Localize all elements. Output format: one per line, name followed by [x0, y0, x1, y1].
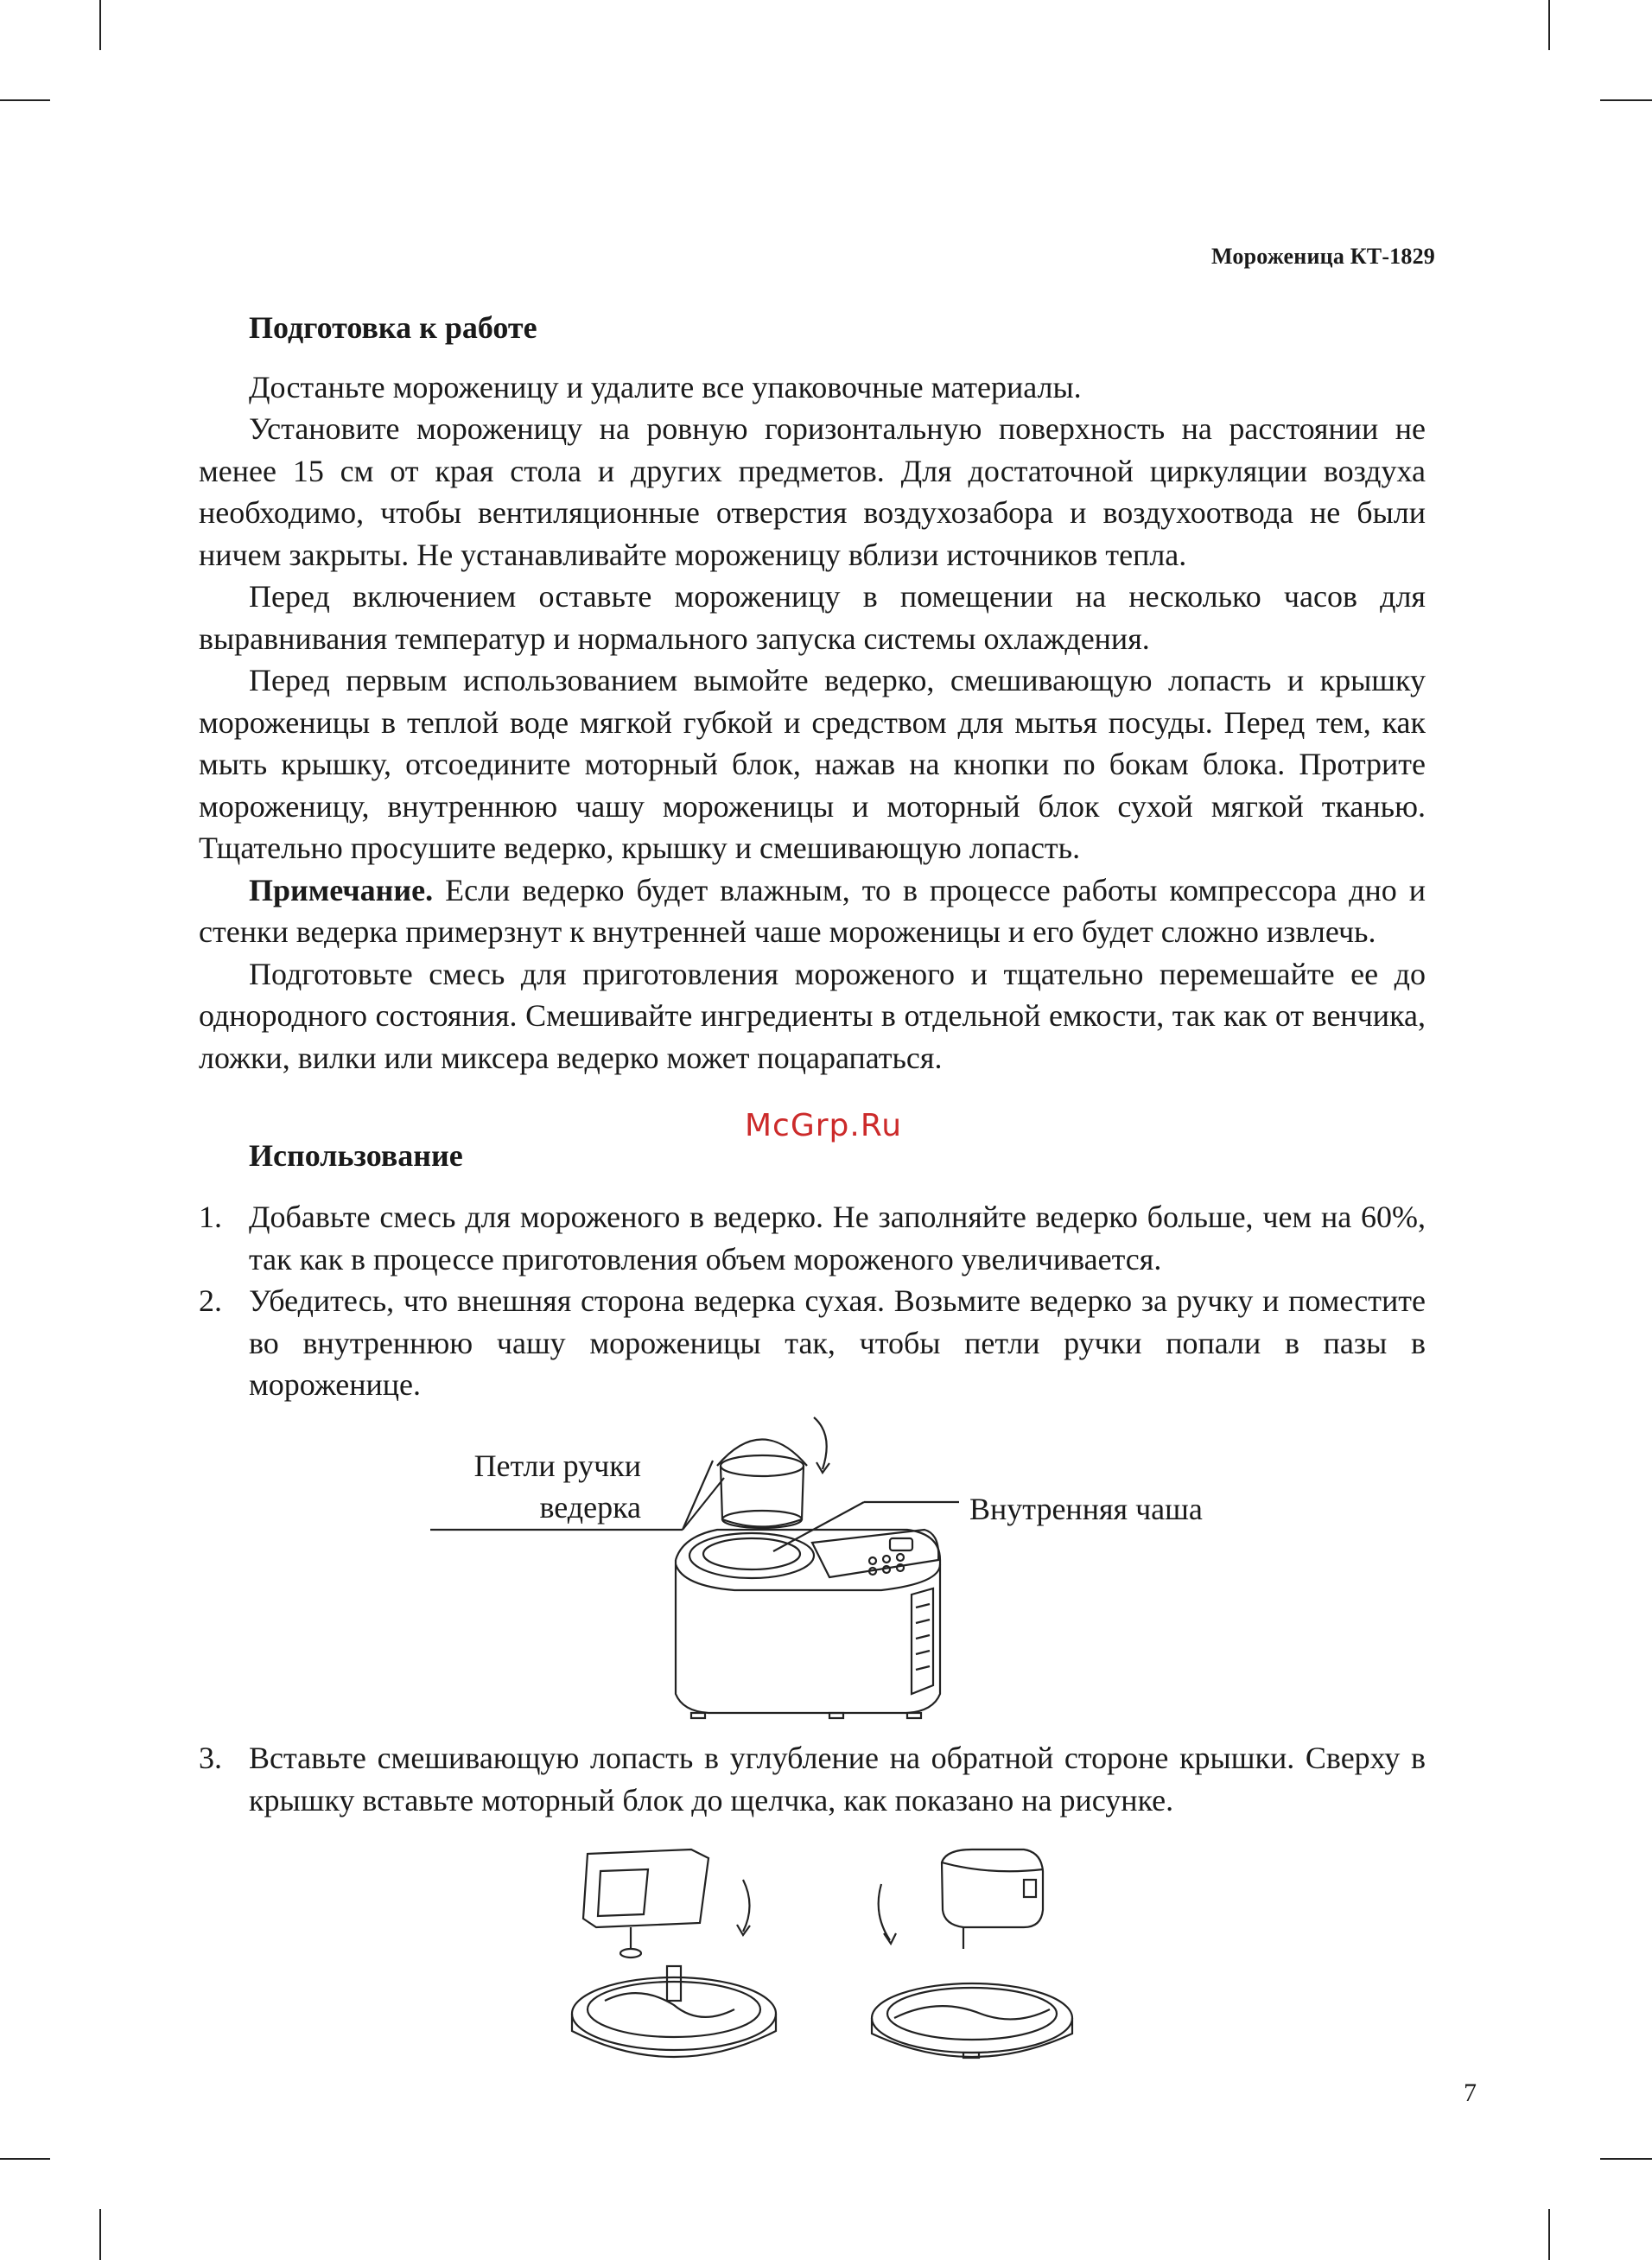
step-text: Добавьте смесь для мороженого в ведерко. Не заполняйте ведерко больше, чем на 60%, так как в процессе приготовления объем мороженого увеличивается.	[249, 1200, 1426, 1276]
page-number: 7	[1464, 2079, 1477, 2107]
paragraph: Установите мороженицу на ровную горизонтальную поверхность на расстоянии не менее 15 см от края стола и других предметов. Для достаточной циркуляции воздуха необходимо, чтобы вентиляционные отверстия воздухозабора и воздухоотвода не были ничем закрыты. Не устанавливайте мороженицу вблизи источников тепла.	[199, 411, 1426, 572]
list-item	[199, 1280, 1426, 1406]
usage-steps-1-2	[199, 1196, 1426, 1406]
note-label: Примечание.	[249, 872, 434, 907]
list-item	[199, 1196, 1426, 1280]
paragraph: Перед первым использованием вымойте ведерко, смешивающую лопасть и крышку мороженицы в теплой воде мягкой губкой и средством для мытья посуды. Перед тем, как мыть крышку, отсоедините моторный блок, нажав на кнопки по бокам блока. Протрите мороженицу, внутреннюю чашу мороженицы и моторный блок сухой мягкой тканью. Тщательно просушите ведерко, крышку и смешивающую лопасть.	[199, 663, 1426, 865]
step-number: 1.	[199, 1200, 222, 1234]
crop-mark	[99, 0, 101, 50]
usage-step-3	[199, 1737, 1426, 1821]
list-item	[199, 1737, 1426, 1821]
crop-mark	[99, 2209, 101, 2260]
watermark: McGrp.Ru	[745, 1108, 903, 1143]
label-handle-line2: ведерка	[539, 1490, 641, 1525]
running-header: Мороженица КТ-1829	[1211, 244, 1435, 269]
paddle-insertion-illustration	[570, 1845, 778, 2070]
paragraph: Перед включением оставьте мороженицу в помещении на несколько часов для выравнивания температур и нормального запуска системы охлаждения.	[199, 579, 1426, 656]
section-title-preparation: Подготовка к работе	[249, 310, 537, 345]
step-number: 2.	[199, 1283, 222, 1318]
note-paragraph	[199, 869, 1426, 953]
crop-mark	[1600, 2158, 1652, 2160]
step-text: Вставьте смешивающую лопасть в углубление на обратной стороне крышки. Сверху в крышку вставьте моторный блок до щелчка, как показано на рисунке.	[249, 1741, 1426, 1818]
crop-mark	[0, 99, 50, 101]
motor-insertion-illustration	[868, 1845, 1076, 2070]
label-inner-bowl: Внутренняя чаша	[969, 1492, 1203, 1526]
note-text: Если ведерко будет влажным, то в процессе работы компрессора дно и стенки ведерка примерзнут к внутренней чаше мороженицы и его будет сложно извлечь.	[199, 872, 1426, 949]
crop-mark	[1548, 0, 1550, 50]
paragraph: Подготовьте смесь для приготовления мороженого и тщательно перемешайте ее до однородного состояния. Смешивайте ингредиенты в отдельной емкости, так как от венчика, ложки, вилки или миксера ведерко может поцарапаться.	[199, 956, 1426, 1075]
crop-mark	[1548, 2209, 1550, 2260]
ice-cream-maker-illustration	[423, 1400, 976, 1737]
crop-mark	[0, 2158, 50, 2160]
crop-mark	[1600, 99, 1652, 101]
step-text: Убедитесь, что внешняя сторона ведерка сухая. Возьмите ведерко за ручку и поместите во внутреннюю чашу мороженицы так, чтобы петли ручки попали в пазы в мороженице.	[249, 1283, 1426, 1402]
paragraph: Достаньте мороженицу и удалите все упаковочные материалы.	[249, 369, 1082, 404]
label-handle-line1: Петли ручки	[473, 1448, 641, 1483]
step-number: 3.	[199, 1741, 222, 1775]
preparation-section	[199, 307, 1426, 1079]
section-title-usage: Использование	[249, 1138, 463, 1173]
